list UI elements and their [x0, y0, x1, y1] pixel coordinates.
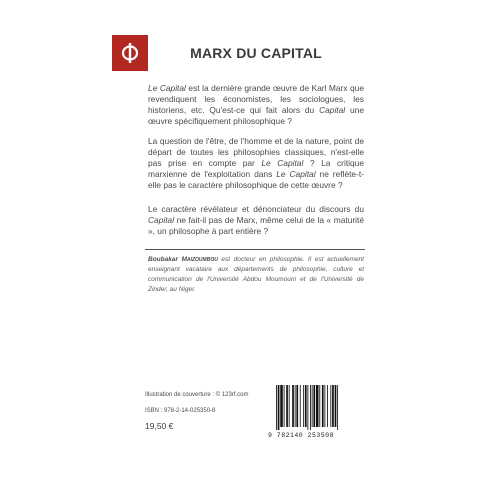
illustration-credit: Illustration de couverture : © 123rf.com	[145, 392, 249, 398]
isbn: ISBN : 978-2-14-025350-8	[145, 408, 216, 414]
author-bio	[148, 255, 364, 295]
barcode	[274, 385, 364, 430]
summary-paragraph-2: La question de l'être, de l'homme et de la nature, point de départ de toutes les philosophies classiques, n'est-elle pas prise en compte par Le Capital ? La critique marxienne de l'exploitation dans Le Capital ne reflète-t-elle pas le caractère philosophique de cette œuvre ?	[148, 136, 364, 190]
price: 19,50 €	[145, 421, 174, 431]
author-bio-text: est docteur en philosophie. Il est actuellement enseignant vacataire aux départements de philosophie, culture et communication de l'Université Abdou Moumouni et de l'Université de Zinder, au Niger.	[148, 256, 364, 293]
barcode-number: 9 782140 253508	[268, 432, 335, 439]
summary-paragraph-1: Le Capital est la dernière grande œuvre de Karl Marx que revendiquent les économistes, les sociologues, les historiens, etc. Qu'est-ce qui fait alors du Capital une œuvre spécifiquement philosophique ?	[148, 83, 364, 126]
author-first-name: Boubakar	[148, 256, 178, 263]
publisher-logo	[112, 35, 148, 71]
phi-logo-icon	[120, 41, 140, 65]
separator-line	[145, 249, 365, 250]
author-last-name: Maizoumbou	[181, 256, 218, 263]
summary-paragraph-3: Le caractère révélateur et dénonciateur du discours du Capital ne fait-il pas de Marx, même celui de la « maturité », un philosophe à part entière ?	[148, 204, 364, 236]
book-title: MARX DU CAPITAL	[190, 45, 322, 61]
